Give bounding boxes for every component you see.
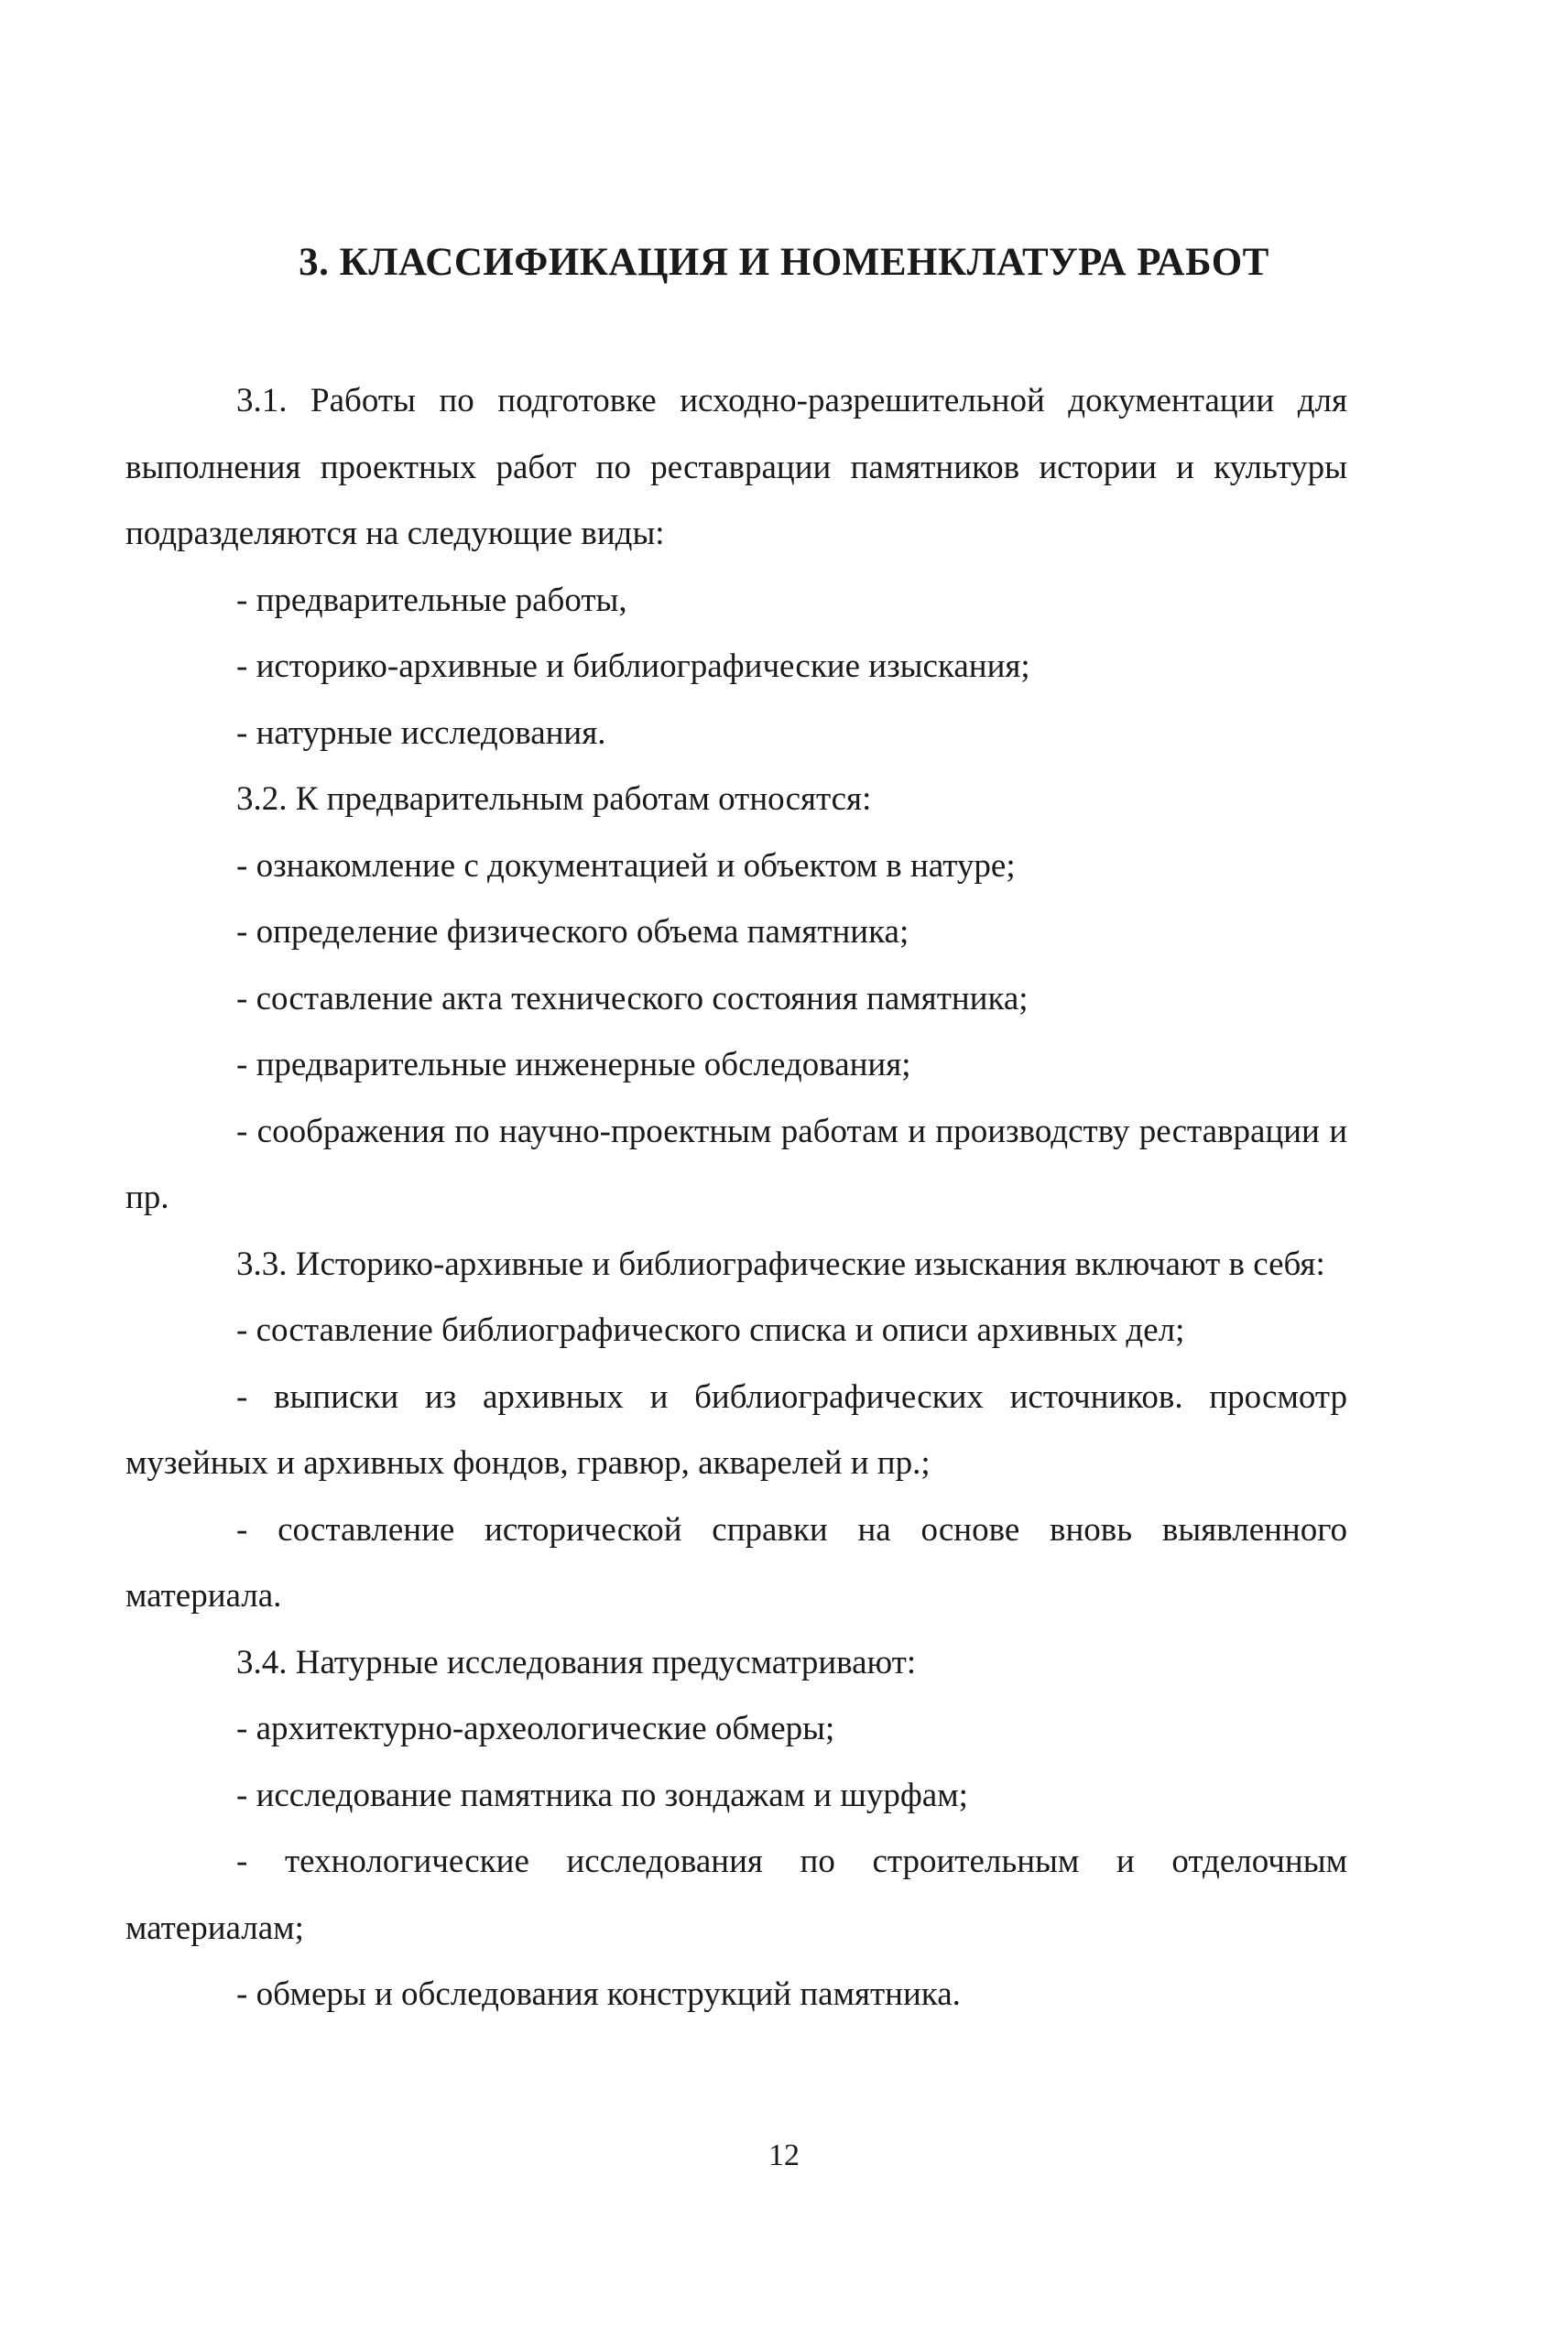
list-item: - историко-архивные и библиографические изыскания; [236,647,1030,685]
list-item: - предварительные инженерные обследования; [236,1046,911,1083]
list-item: - обмеры и обследования конструкций памятника. [236,1975,961,2013]
page-title: 3. КЛАССИФИКАЦИЯ И НОМЕНКЛАТУРА РАБОТ [299,241,1269,284]
paragraph-3-1: 3.1. Работы по подготовке исходно-разрешительной документации для выполнения проектных работ по реставрации памятников истории и культуры подразделяются на следующие виды: [125,382,1347,552]
list-item: - натурные исследования. [236,713,606,752]
list-item: - ознакомление с документацией и объектом в натуре; [236,846,1016,885]
paragraph-3-3: 3.3. Историко-архивные и библиографические изыскания включают в себя: [236,1245,1325,1283]
paragraph-3-4: 3.4. Натурные исследования предусматривают: [236,1643,917,1681]
list-item: - составление исторической справки на основе вновь выявленного материала. [125,1510,1347,1615]
list-item: - определение физического объема памятника; [236,913,909,951]
list-item: - составление акта технического состояния памятника; [236,979,1029,1017]
list-item: - предварительные работы, [236,581,627,619]
list-item: - исследование памятника по зондажам и шурфам; [236,1776,968,1814]
document-body [125,368,1347,2029]
list-item: - соображения по научно-проектным работам и производству реставрации и пр. [125,1112,1347,1216]
list-item: - технологические исследования по строительным и отделочным материалам; [125,1843,1347,1947]
list-item: - составление библиографического списка и описи архивных дел; [236,1311,1185,1349]
paragraph-3-2: 3.2. К предварительным работам относятся: [236,780,872,818]
page-number: 12 [768,2138,800,2172]
list-item: - выписки из архивных и библиографических источников. просмотр музейных и архивных фондов, гравюр, акварелей и пр.; [125,1377,1347,1482]
list-item: - архитектурно-археологические обмеры; [236,1710,835,1747]
